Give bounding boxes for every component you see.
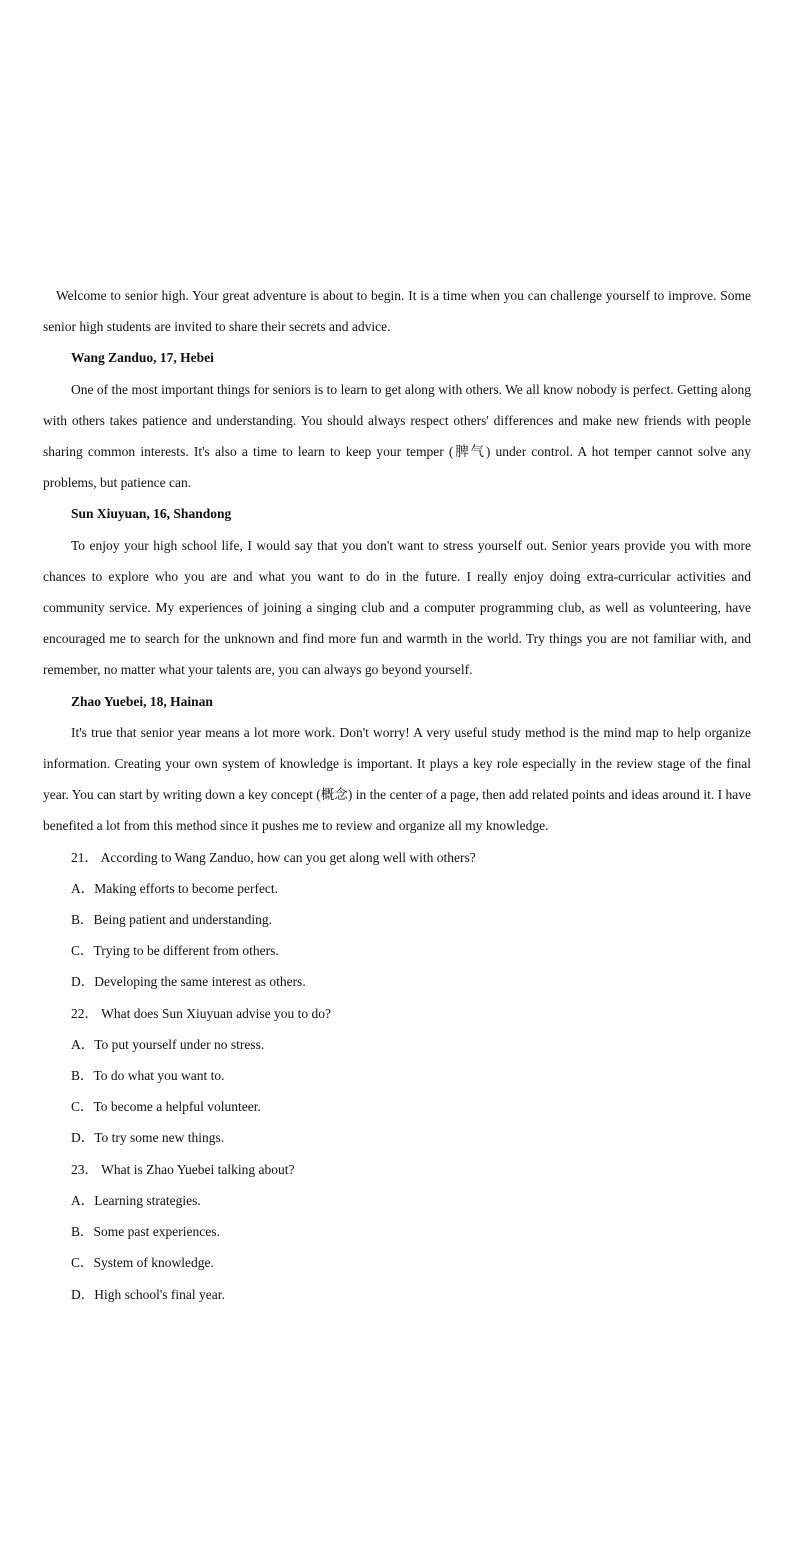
option-b: B．To do what you want to. <box>71 1068 225 1084</box>
question-22 <box>43 998 751 1154</box>
option-d: D．High school's final year. <box>71 1286 225 1302</box>
option-b: B．Being patient and understanding. <box>71 912 272 928</box>
option-d: D．Developing the same interest as others. <box>71 974 306 990</box>
option-d: D．To try some new things. <box>71 1130 225 1146</box>
option-c: C．Trying to be different from others. <box>71 943 279 959</box>
question-stem: 22． What does Sun Xiuyuan advise you to do? <box>71 1005 331 1021</box>
question-21 <box>43 842 751 998</box>
question-stem: 21． According to Wang Zanduo, how can you get along well with others? <box>71 849 476 865</box>
speaker-heading-wang: Wang Zanduo, 17, Hebei <box>71 350 214 366</box>
speaker-paragraph-wang: One of the most important things for seniors is to learn to get along with others. We all know nobody is perfect. Getting along with others takes patience and understanding. You should always respect others' differences and make new friends with people sharing common interests. It's also a time to learn to keep your temper (脾气) under control. A hot temper cannot solve any problems, but patience can. <box>43 381 751 491</box>
question-23 <box>43 1154 751 1310</box>
question-stem: 23． What is Zhao Yuebei talking about? <box>71 1161 295 1177</box>
document-content <box>43 280 751 1310</box>
option-b: B．Some past experiences. <box>71 1224 220 1240</box>
speaker-paragraph-zhao: It's true that senior year means a lot more work. Don't worry! A very useful study method is the mind map to help organize information. Creating your own system of knowledge is important. It plays a key role especially in the review stage of the final year. You can start by writing down a key concept (概念) in the center of a page, then add related points and ideas around it. I have benefited a lot from this method since it pushes me to review and organize all my knowledge. <box>43 724 751 834</box>
option-a: A．To put yourself under no stress. <box>71 1036 265 1052</box>
option-a: A．Learning strategies. <box>71 1192 201 1208</box>
speaker-paragraph-sun: To enjoy your high school life, I would say that you don't want to stress yourself out. Senior years provide you with more chances to explore who you are and what you want to do in the future. I really enjoy doing extra-curricular activities and community service. My experiences of joining a singing club and a computer programming club, as well as volunteering, have encouraged me to search for the unknown and find more fun and warmth in the world. Try things you are not familiar with, and remember, no matter what your talents are, you can always go beyond yourself. <box>43 537 751 678</box>
speaker-heading-zhao: Zhao Yuebei, 18, Hainan <box>71 693 213 709</box>
option-a: A．Making efforts to become perfect. <box>71 880 279 896</box>
speaker-heading-sun: Sun Xiuyuan, 16, Shandong <box>71 506 232 522</box>
intro-paragraph: Welcome to senior high. Your great adventure is about to begin. It is a time when you can challenge yourself to improve. Some senior high students are invited to share their secrets and advice. <box>43 288 751 335</box>
option-c: C．System of knowledge. <box>71 1255 214 1271</box>
option-c: C．To become a helpful volunteer. <box>71 1099 261 1115</box>
